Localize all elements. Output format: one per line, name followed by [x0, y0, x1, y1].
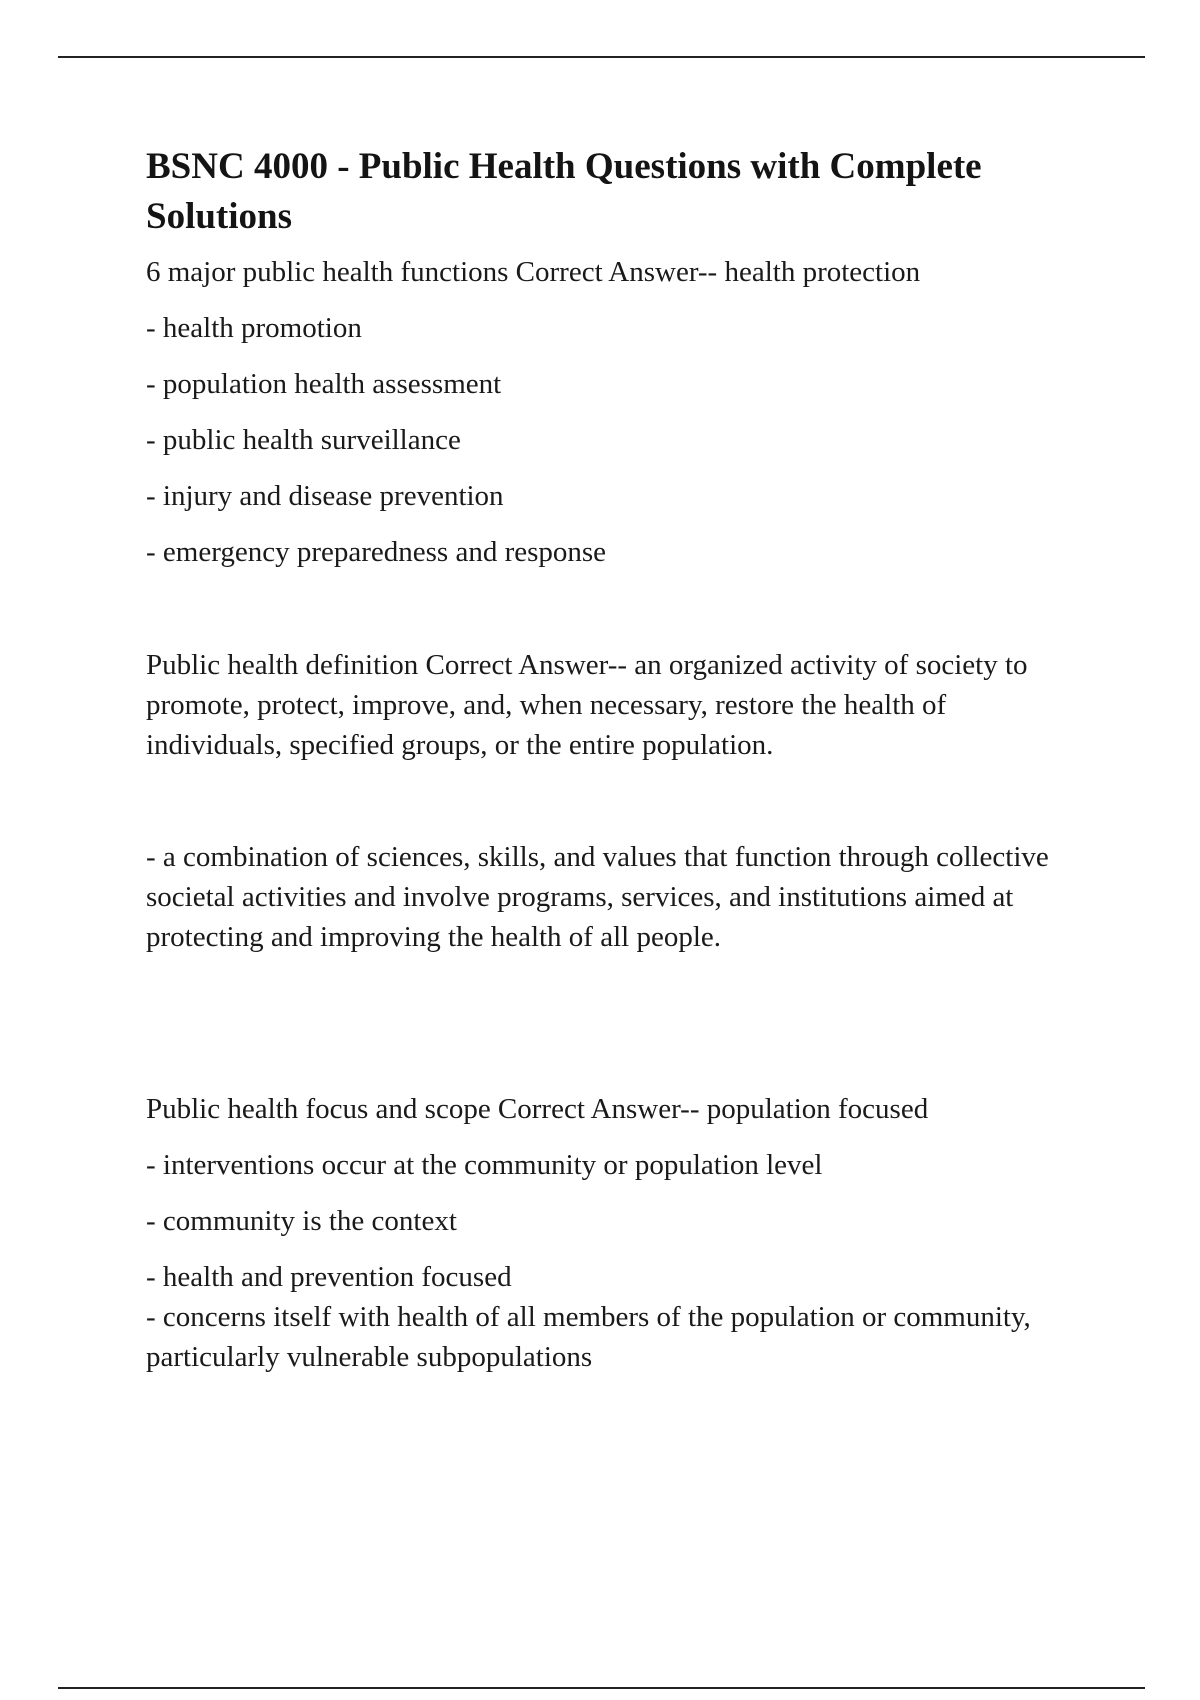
q1-item: - public health surveillance [146, 424, 461, 456]
q3-item: - community is the context [146, 1205, 457, 1237]
q1-item: - population health assessment [146, 368, 502, 400]
q2-continuation: - a combination of sciences, skills, and values that function through collective societal activities and involve programs, services, and institutions aimed at protecting and improving the health of all people. [146, 841, 1049, 953]
document-body [146, 142, 1086, 1377]
q1-item: - health promotion [146, 312, 362, 344]
q1-question: 6 major public health functions Correct Answer-- health protection [146, 256, 921, 288]
q3-item: - health and prevention focused [146, 1261, 512, 1293]
bottom-rule [58, 1687, 1145, 1689]
q1-item: - emergency preparedness and response [146, 536, 607, 568]
q1-item: - injury and disease prevention [146, 480, 504, 512]
top-rule [58, 56, 1145, 58]
q3-item: - concerns itself with health of all members of the population or community, particularly vulnerable subpopulations [146, 1301, 1031, 1373]
q2-question: Public health definition Correct Answer-- an organized activity of society to promote, protect, improve, and, when necessary, restore the health of individuals, specified groups, or the entire population. [146, 649, 1028, 761]
q3-item: - interventions occur at the community or population level [146, 1149, 823, 1181]
document-title: BSNC 4000 - Public Health Questions with Complete Solutions [146, 146, 982, 237]
q3-question: Public health focus and scope Correct Answer-- population focused [146, 1093, 929, 1125]
